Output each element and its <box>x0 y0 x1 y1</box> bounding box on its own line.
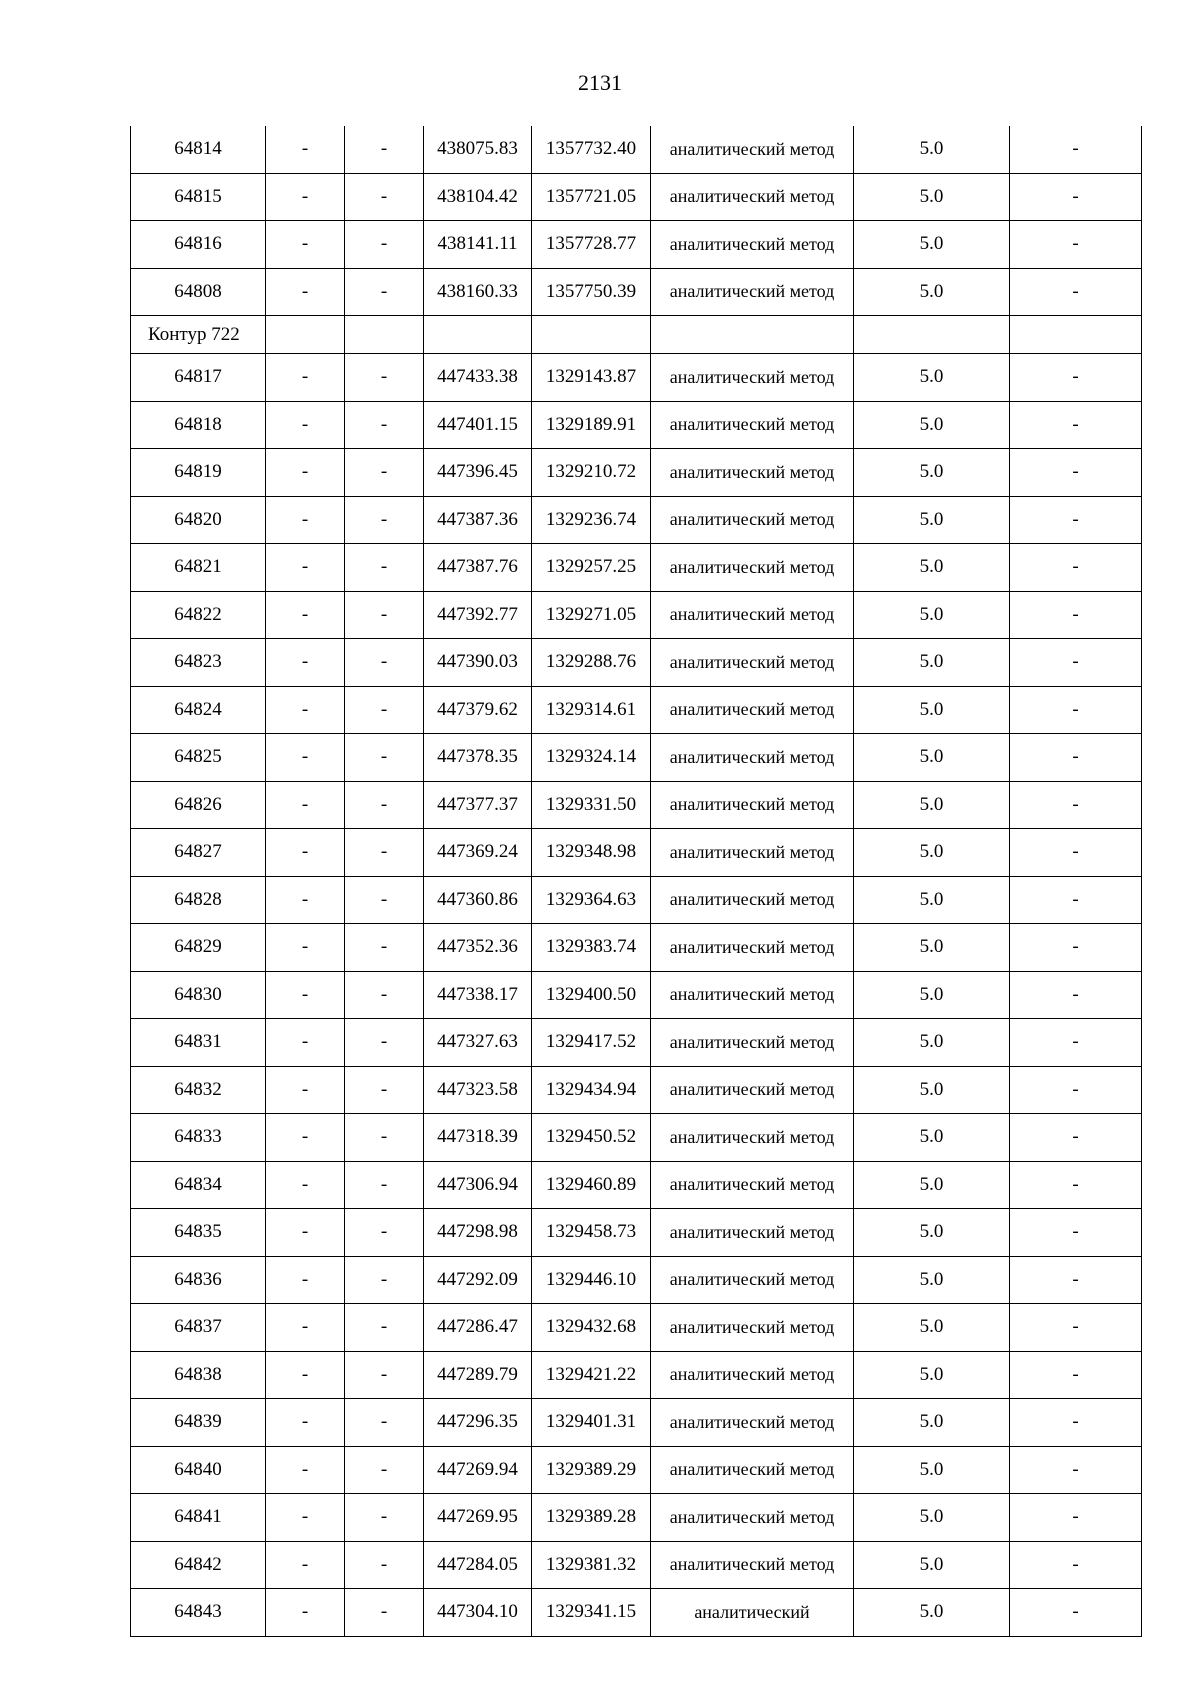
method-cell: аналитический метод <box>651 126 854 173</box>
empty-dash-cell: - <box>345 686 424 734</box>
method-cell: аналитический метод <box>651 1304 854 1352</box>
empty-dash-cell: - <box>345 449 424 497</box>
point-number-cell: 64817 <box>131 354 266 402</box>
empty-dash-cell: - <box>345 354 424 402</box>
empty-dash-cell: - <box>345 1019 424 1067</box>
table-row <box>131 221 1142 269</box>
x-coordinate-cell: 447306.94 <box>424 1161 532 1209</box>
method-cell: аналитический метод <box>651 971 854 1019</box>
note-cell: - <box>1010 1304 1142 1352</box>
empty-dash-cell: - <box>345 1494 424 1542</box>
note-cell: - <box>1010 1351 1142 1399</box>
table-row <box>131 1114 1142 1162</box>
y-coordinate-cell: 1329446.10 <box>532 1256 651 1304</box>
x-coordinate-cell: 447392.77 <box>424 591 532 639</box>
empty-dash-cell: - <box>266 781 345 829</box>
point-number-cell: 64828 <box>131 876 266 924</box>
empty-dash-cell: - <box>345 401 424 449</box>
empty-dash-cell: - <box>266 876 345 924</box>
note-cell: - <box>1010 1541 1142 1589</box>
x-coordinate-cell: 438160.33 <box>424 268 532 316</box>
empty-dash-cell: - <box>266 449 345 497</box>
note-cell: - <box>1010 1209 1142 1257</box>
accuracy-cell: 5.0 <box>854 1541 1010 1589</box>
point-number-cell: 64822 <box>131 591 266 639</box>
empty-dash-cell: - <box>266 1399 345 1447</box>
y-coordinate-cell: 1329432.68 <box>532 1304 651 1352</box>
note-cell: - <box>1010 126 1142 173</box>
empty-dash-cell: - <box>266 1304 345 1352</box>
page-number: 2131 <box>578 70 622 95</box>
empty-dash-cell: - <box>266 268 345 316</box>
accuracy-cell: 5.0 <box>854 1019 1010 1067</box>
x-coordinate-cell: 447298.98 <box>424 1209 532 1257</box>
note-cell: - <box>1010 971 1142 1019</box>
table-row <box>131 496 1142 544</box>
y-coordinate-cell: 1329331.50 <box>532 781 651 829</box>
table-row <box>131 1589 1142 1637</box>
contour-label: Контур 722 <box>131 316 266 354</box>
empty-dash-cell: - <box>345 496 424 544</box>
note-cell: - <box>1010 173 1142 221</box>
accuracy-cell: 5.0 <box>854 1256 1010 1304</box>
accuracy-cell: 5.0 <box>854 1399 1010 1447</box>
method-cell: аналитический метод <box>651 734 854 782</box>
y-coordinate-cell: 1329236.74 <box>532 496 651 544</box>
empty-dash-cell: - <box>345 829 424 877</box>
empty-dash-cell: - <box>345 126 424 173</box>
empty-dash-cell: - <box>266 221 345 269</box>
empty-dash-cell: - <box>345 1304 424 1352</box>
x-coordinate-cell: 447304.10 <box>424 1589 532 1637</box>
note-cell: - <box>1010 876 1142 924</box>
contour-header-row <box>131 316 1142 354</box>
method-cell: аналитический метод <box>651 1351 854 1399</box>
method-cell: аналитический метод <box>651 876 854 924</box>
method-cell: аналитический метод <box>651 1494 854 1542</box>
note-cell: - <box>1010 1161 1142 1209</box>
point-number-cell: 64815 <box>131 173 266 221</box>
note-cell: - <box>1010 221 1142 269</box>
table-row <box>131 876 1142 924</box>
empty-dash-cell: - <box>345 591 424 639</box>
x-coordinate-cell: 447289.79 <box>424 1351 532 1399</box>
y-coordinate-cell: 1329324.14 <box>532 734 651 782</box>
point-number-cell: 64842 <box>131 1541 266 1589</box>
table-row <box>131 1399 1142 1447</box>
accuracy-cell: 5.0 <box>854 1446 1010 1494</box>
x-coordinate-cell: 447284.05 <box>424 1541 532 1589</box>
x-coordinate-cell: 447390.03 <box>424 639 532 687</box>
method-cell: аналитический метод <box>651 686 854 734</box>
method-cell: аналитический метод <box>651 401 854 449</box>
table-row <box>131 1161 1142 1209</box>
point-number-cell: 64843 <box>131 1589 266 1637</box>
note-cell: - <box>1010 639 1142 687</box>
accuracy-cell: 5.0 <box>854 126 1010 173</box>
empty-dash-cell: - <box>266 1494 345 1542</box>
method-cell: аналитический метод <box>651 781 854 829</box>
point-number-cell: 64816 <box>131 221 266 269</box>
x-coordinate-cell: 447377.37 <box>424 781 532 829</box>
table-row <box>131 639 1142 687</box>
accuracy-cell: 5.0 <box>854 971 1010 1019</box>
accuracy-cell: 5.0 <box>854 924 1010 972</box>
accuracy-cell: 5.0 <box>854 734 1010 782</box>
y-coordinate-cell: 1329460.89 <box>532 1161 651 1209</box>
x-coordinate-cell: 438104.42 <box>424 173 532 221</box>
table-row <box>131 544 1142 592</box>
empty-cell <box>266 316 345 354</box>
accuracy-cell: 5.0 <box>854 496 1010 544</box>
empty-dash-cell: - <box>345 544 424 592</box>
table-row <box>131 1256 1142 1304</box>
x-coordinate-cell: 447378.35 <box>424 734 532 782</box>
method-cell: аналитический метод <box>651 1209 854 1257</box>
empty-dash-cell: - <box>266 401 345 449</box>
method-cell: аналитический метод <box>651 639 854 687</box>
x-coordinate-cell: 447387.76 <box>424 544 532 592</box>
y-coordinate-cell: 1329348.98 <box>532 829 651 877</box>
accuracy-cell: 5.0 <box>854 544 1010 592</box>
method-cell: аналитический метод <box>651 1019 854 1067</box>
table-row <box>131 173 1142 221</box>
empty-dash-cell: - <box>345 1541 424 1589</box>
y-coordinate-cell: 1329401.31 <box>532 1399 651 1447</box>
table-row <box>131 781 1142 829</box>
y-coordinate-cell: 1329341.15 <box>532 1589 651 1637</box>
point-number-cell: 64814 <box>131 126 266 173</box>
x-coordinate-cell: 447327.63 <box>424 1019 532 1067</box>
y-coordinate-cell: 1329421.22 <box>532 1351 651 1399</box>
method-cell: аналитический метод <box>651 1541 854 1589</box>
x-coordinate-cell: 447323.58 <box>424 1066 532 1114</box>
point-number-cell: 64819 <box>131 449 266 497</box>
empty-dash-cell: - <box>345 1351 424 1399</box>
table-row <box>131 449 1142 497</box>
empty-cell <box>345 316 424 354</box>
accuracy-cell: 5.0 <box>854 173 1010 221</box>
point-number-cell: 64831 <box>131 1019 266 1067</box>
point-number-cell: 64808 <box>131 268 266 316</box>
empty-dash-cell: - <box>266 591 345 639</box>
point-number-cell: 64829 <box>131 924 266 972</box>
note-cell: - <box>1010 1589 1142 1637</box>
table-row <box>131 1494 1142 1542</box>
point-number-cell: 64821 <box>131 544 266 592</box>
note-cell: - <box>1010 591 1142 639</box>
y-coordinate-cell: 1329314.61 <box>532 686 651 734</box>
x-coordinate-cell: 447338.17 <box>424 971 532 1019</box>
empty-dash-cell: - <box>345 1209 424 1257</box>
empty-dash-cell: - <box>345 734 424 782</box>
empty-dash-cell: - <box>345 1399 424 1447</box>
empty-dash-cell: - <box>266 1114 345 1162</box>
method-cell: аналитический метод <box>651 1114 854 1162</box>
y-coordinate-cell: 1329400.50 <box>532 971 651 1019</box>
accuracy-cell: 5.0 <box>854 1209 1010 1257</box>
empty-dash-cell: - <box>266 971 345 1019</box>
method-cell: аналитический метод <box>651 1256 854 1304</box>
empty-cell <box>532 316 651 354</box>
x-coordinate-cell: 447401.15 <box>424 401 532 449</box>
empty-dash-cell: - <box>266 173 345 221</box>
y-coordinate-cell: 1329381.32 <box>532 1541 651 1589</box>
note-cell: - <box>1010 1019 1142 1067</box>
table-row <box>131 268 1142 316</box>
x-coordinate-cell: 447296.35 <box>424 1399 532 1447</box>
method-cell: аналитический метод <box>651 173 854 221</box>
accuracy-cell: 5.0 <box>854 401 1010 449</box>
table-row <box>131 1209 1142 1257</box>
empty-dash-cell: - <box>266 1209 345 1257</box>
method-cell: аналитический метод <box>651 268 854 316</box>
method-cell: аналитический метод <box>651 354 854 402</box>
point-number-cell: 64837 <box>131 1304 266 1352</box>
accuracy-cell: 5.0 <box>854 221 1010 269</box>
x-coordinate-cell: 447360.86 <box>424 876 532 924</box>
empty-dash-cell: - <box>345 781 424 829</box>
note-cell: - <box>1010 544 1142 592</box>
x-coordinate-cell: 447269.95 <box>424 1494 532 1542</box>
empty-dash-cell: - <box>345 971 424 1019</box>
accuracy-cell: 5.0 <box>854 268 1010 316</box>
accuracy-cell: 5.0 <box>854 1114 1010 1162</box>
empty-dash-cell: - <box>345 1114 424 1162</box>
empty-dash-cell: - <box>266 1351 345 1399</box>
table-row <box>131 971 1142 1019</box>
x-coordinate-cell: 438141.11 <box>424 221 532 269</box>
accuracy-cell: 5.0 <box>854 829 1010 877</box>
empty-cell <box>854 316 1010 354</box>
point-number-cell: 64839 <box>131 1399 266 1447</box>
table-row <box>131 126 1142 173</box>
empty-dash-cell: - <box>345 1066 424 1114</box>
method-cell: аналитический метод <box>651 1066 854 1114</box>
note-cell: - <box>1010 354 1142 402</box>
point-number-cell: 64834 <box>131 1161 266 1209</box>
method-cell: аналитический метод <box>651 1161 854 1209</box>
method-cell: аналитический <box>651 1589 854 1637</box>
empty-dash-cell: - <box>266 734 345 782</box>
point-number-cell: 64827 <box>131 829 266 877</box>
note-cell: - <box>1010 449 1142 497</box>
empty-dash-cell: - <box>345 1446 424 1494</box>
accuracy-cell: 5.0 <box>854 354 1010 402</box>
accuracy-cell: 5.0 <box>854 1066 1010 1114</box>
table-row <box>131 354 1142 402</box>
y-coordinate-cell: 1329389.28 <box>532 1494 651 1542</box>
point-number-cell: 64838 <box>131 1351 266 1399</box>
empty-cell <box>424 316 532 354</box>
table-row <box>131 1446 1142 1494</box>
x-coordinate-cell: 447286.47 <box>424 1304 532 1352</box>
x-coordinate-cell: 447387.36 <box>424 496 532 544</box>
point-number-cell: 64832 <box>131 1066 266 1114</box>
note-cell: - <box>1010 924 1142 972</box>
y-coordinate-cell: 1329434.94 <box>532 1066 651 1114</box>
empty-cell <box>651 316 854 354</box>
note-cell: - <box>1010 781 1142 829</box>
table-row <box>131 734 1142 782</box>
method-cell: аналитический метод <box>651 1446 854 1494</box>
point-number-cell: 64826 <box>131 781 266 829</box>
table-row <box>131 924 1142 972</box>
point-number-cell: 64835 <box>131 1209 266 1257</box>
empty-dash-cell: - <box>345 1589 424 1637</box>
table-row <box>131 1019 1142 1067</box>
accuracy-cell: 5.0 <box>854 591 1010 639</box>
y-coordinate-cell: 1329271.05 <box>532 591 651 639</box>
method-cell: аналитический метод <box>651 591 854 639</box>
point-number-cell: 64840 <box>131 1446 266 1494</box>
x-coordinate-cell: 447433.38 <box>424 354 532 402</box>
x-coordinate-cell: 447396.45 <box>424 449 532 497</box>
empty-dash-cell: - <box>266 639 345 687</box>
point-number-cell: 64830 <box>131 971 266 1019</box>
table-row <box>131 1351 1142 1399</box>
y-coordinate-cell: 1329210.72 <box>532 449 651 497</box>
point-number-cell: 64825 <box>131 734 266 782</box>
note-cell: - <box>1010 1256 1142 1304</box>
x-coordinate-cell: 447318.39 <box>424 1114 532 1162</box>
empty-dash-cell: - <box>266 126 345 173</box>
note-cell: - <box>1010 1494 1142 1542</box>
table-row <box>131 829 1142 877</box>
point-number-cell: 64841 <box>131 1494 266 1542</box>
point-number-cell: 64823 <box>131 639 266 687</box>
note-cell: - <box>1010 1066 1142 1114</box>
accuracy-cell: 5.0 <box>854 1494 1010 1542</box>
empty-dash-cell: - <box>266 1256 345 1304</box>
y-coordinate-cell: 1329288.76 <box>532 639 651 687</box>
empty-dash-cell: - <box>266 354 345 402</box>
empty-dash-cell: - <box>345 1161 424 1209</box>
empty-dash-cell: - <box>266 1446 345 1494</box>
accuracy-cell: 5.0 <box>854 639 1010 687</box>
y-coordinate-cell: 1329458.73 <box>532 1209 651 1257</box>
y-coordinate-cell: 1329257.25 <box>532 544 651 592</box>
coordinates-table <box>130 126 1142 1637</box>
y-coordinate-cell: 1329450.52 <box>532 1114 651 1162</box>
point-number-cell: 64824 <box>131 686 266 734</box>
y-coordinate-cell: 1357728.77 <box>532 221 651 269</box>
note-cell: - <box>1010 496 1142 544</box>
y-coordinate-cell: 1329417.52 <box>532 1019 651 1067</box>
x-coordinate-cell: 447369.24 <box>424 829 532 877</box>
y-coordinate-cell: 1329189.91 <box>532 401 651 449</box>
point-number-cell: 64818 <box>131 401 266 449</box>
empty-dash-cell: - <box>345 173 424 221</box>
note-cell: - <box>1010 686 1142 734</box>
empty-dash-cell: - <box>266 686 345 734</box>
note-cell: - <box>1010 268 1142 316</box>
x-coordinate-cell: 447292.09 <box>424 1256 532 1304</box>
empty-dash-cell: - <box>345 221 424 269</box>
empty-dash-cell: - <box>345 639 424 687</box>
method-cell: аналитический метод <box>651 449 854 497</box>
accuracy-cell: 5.0 <box>854 1351 1010 1399</box>
method-cell: аналитический метод <box>651 924 854 972</box>
method-cell: аналитический метод <box>651 496 854 544</box>
x-coordinate-cell: 447352.36 <box>424 924 532 972</box>
y-coordinate-cell: 1329389.29 <box>532 1446 651 1494</box>
y-coordinate-cell: 1357732.40 <box>532 126 651 173</box>
y-coordinate-cell: 1329364.63 <box>532 876 651 924</box>
method-cell: аналитический метод <box>651 544 854 592</box>
point-number-cell: 64833 <box>131 1114 266 1162</box>
y-coordinate-cell: 1329383.74 <box>532 924 651 972</box>
table-row <box>131 1304 1142 1352</box>
note-cell: - <box>1010 734 1142 782</box>
accuracy-cell: 5.0 <box>854 686 1010 734</box>
accuracy-cell: 5.0 <box>854 1589 1010 1637</box>
note-cell: - <box>1010 1446 1142 1494</box>
table-row <box>131 1066 1142 1114</box>
table-row <box>131 686 1142 734</box>
empty-dash-cell: - <box>266 924 345 972</box>
empty-dash-cell: - <box>266 1541 345 1589</box>
method-cell: аналитический метод <box>651 829 854 877</box>
accuracy-cell: 5.0 <box>854 781 1010 829</box>
empty-dash-cell: - <box>345 1256 424 1304</box>
method-cell: аналитический метод <box>651 1399 854 1447</box>
empty-dash-cell: - <box>345 268 424 316</box>
accuracy-cell: 5.0 <box>854 1304 1010 1352</box>
empty-dash-cell: - <box>266 1019 345 1067</box>
point-number-cell: 64836 <box>131 1256 266 1304</box>
empty-dash-cell: - <box>266 1589 345 1637</box>
table-body <box>131 126 1142 1636</box>
table-row <box>131 591 1142 639</box>
note-cell: - <box>1010 1399 1142 1447</box>
empty-dash-cell: - <box>266 1161 345 1209</box>
empty-dash-cell: - <box>266 1066 345 1114</box>
y-coordinate-cell: 1357721.05 <box>532 173 651 221</box>
method-cell: аналитический метод <box>651 221 854 269</box>
accuracy-cell: 5.0 <box>854 449 1010 497</box>
accuracy-cell: 5.0 <box>854 1161 1010 1209</box>
table-row <box>131 401 1142 449</box>
x-coordinate-cell: 447379.62 <box>424 686 532 734</box>
empty-dash-cell: - <box>345 876 424 924</box>
y-coordinate-cell: 1329143.87 <box>532 354 651 402</box>
note-cell: - <box>1010 1114 1142 1162</box>
accuracy-cell: 5.0 <box>854 876 1010 924</box>
table-row <box>131 1541 1142 1589</box>
empty-cell <box>1010 316 1142 354</box>
point-number-cell: 64820 <box>131 496 266 544</box>
x-coordinate-cell: 438075.83 <box>424 126 532 173</box>
empty-dash-cell: - <box>266 496 345 544</box>
empty-dash-cell: - <box>266 829 345 877</box>
note-cell: - <box>1010 401 1142 449</box>
note-cell: - <box>1010 829 1142 877</box>
empty-dash-cell: - <box>266 544 345 592</box>
empty-dash-cell: - <box>345 924 424 972</box>
x-coordinate-cell: 447269.94 <box>424 1446 532 1494</box>
y-coordinate-cell: 1357750.39 <box>532 268 651 316</box>
